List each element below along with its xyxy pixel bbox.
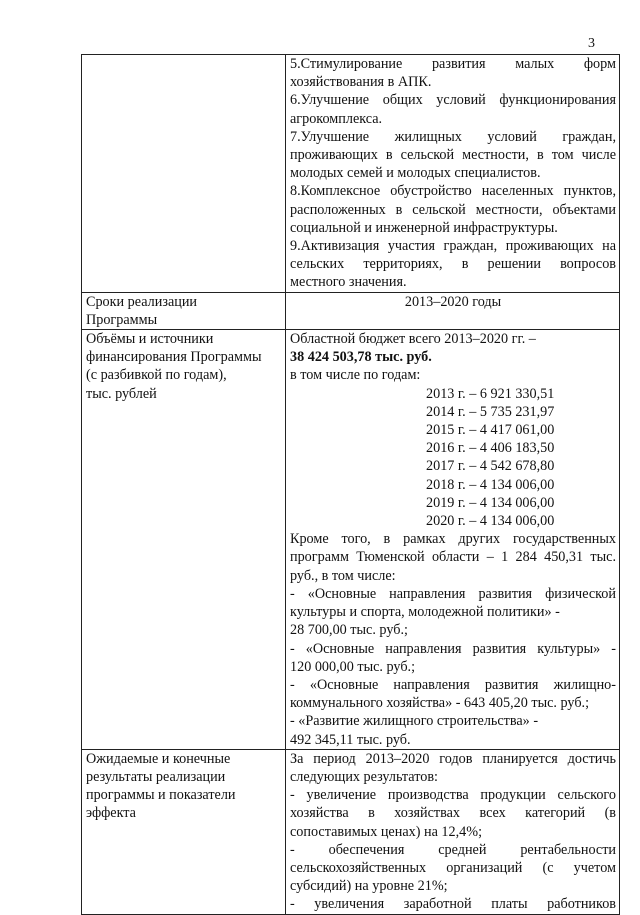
program-item: 28 700,00 тыс. руб.;	[290, 622, 408, 639]
program-item: коммунального хозяйства» - 643 405,20 тыс. руб.;	[290, 695, 590, 712]
financing-by-years-label: в том числе по годам:	[290, 367, 421, 384]
year-amount: 2019 г. – 4 134 006,00	[426, 494, 555, 511]
financing-details	[286, 330, 620, 750]
row-label-terms: Сроки реализации Программы	[82, 292, 286, 329]
year-amount: 2017 г. – 4 542 678,80	[426, 458, 555, 475]
year-amount: 2013 г. – 6 921 330,51	[426, 385, 555, 402]
program-item: - «Основные направления развития физической	[290, 585, 616, 602]
other-programs-text: руб., в том числе:	[290, 567, 396, 584]
program-item: 492 345,11 тыс. руб.	[290, 731, 411, 748]
year-amount: 2016 г. – 4 406 183,50	[426, 440, 555, 457]
other-programs-text: Кроме того, в рамках других государственных	[290, 531, 616, 548]
year-list	[290, 385, 616, 531]
financing-total: 38 424 503,78 тыс. руб.	[290, 349, 432, 366]
task-item: 5.Стимулирование развития малых форм хозяйствования в АПК.	[290, 56, 616, 91]
task-item: 9.Активизация участия граждан, проживающих на сельских территориях, в решении вопросов местного значения.	[290, 238, 616, 291]
row-label-results: Ожидаемые и конечные результаты реализации программы и показатели эффекта	[82, 749, 286, 914]
year-amount: 2015 г. – 4 417 061,00	[426, 422, 555, 439]
table-row	[82, 292, 620, 329]
table-row	[82, 330, 620, 750]
terms-value: 2013–2020 годы	[286, 292, 620, 329]
year-amount: 2018 г. – 4 134 006,00	[426, 476, 555, 493]
program-item: - «Основные направления развития культуры» -	[290, 640, 616, 657]
results-details: За период 2013–2020 годов планируется достичь следующих результатов: - увеличение производства продукции сельского хозяйства в хозяйствах всех категорий (в сопоставимых ценах) на 12,4%; - обеспечения средней рентабельности сельскохозяйственных организаций (с учетом субсидий) на уровне 21%; - увеличения заработной платы работников	[286, 749, 620, 914]
task-item: 8.Комплексное обустройство населенных пунктов, расположенных в сельской местности, объектами социальной и инженерной инфраструктуры.	[290, 183, 616, 236]
row-label-empty	[82, 55, 286, 293]
task-item: 7.Улучшение жилищных условий граждан, проживающих в сельской местности, в том числе молодых семей и молодых специалистов.	[290, 128, 616, 182]
tasks-list	[286, 55, 620, 293]
program-item: - «Основные направления развития жилищно-	[290, 676, 616, 693]
other-programs-text: программ Тюменской области – 1 284 450,31 тыс.	[290, 549, 616, 566]
program-passport-table	[81, 54, 620, 915]
program-item: культуры и спорта, молодежной политики» -	[290, 604, 560, 621]
year-amount: 2014 г. – 5 735 231,97	[426, 403, 555, 420]
program-item: - «Развитие жилищного строительства» -	[290, 713, 539, 730]
table-row	[82, 55, 620, 293]
table-row	[82, 749, 620, 914]
task-item: 6.Улучшение общих условий функционирования агрокомплекса.	[290, 92, 616, 127]
program-item: 120 000,00 тыс. руб.;	[290, 658, 416, 675]
page-number: 3	[588, 36, 595, 51]
financing-intro: Областной бюджет всего 2013–2020 гг. –	[290, 331, 536, 348]
row-label-financing: Объёмы и источники финансирования Программы (с разбивкой по годам), тыс. рублей	[82, 330, 286, 750]
year-amount: 2020 г. – 4 134 006,00	[426, 513, 555, 530]
